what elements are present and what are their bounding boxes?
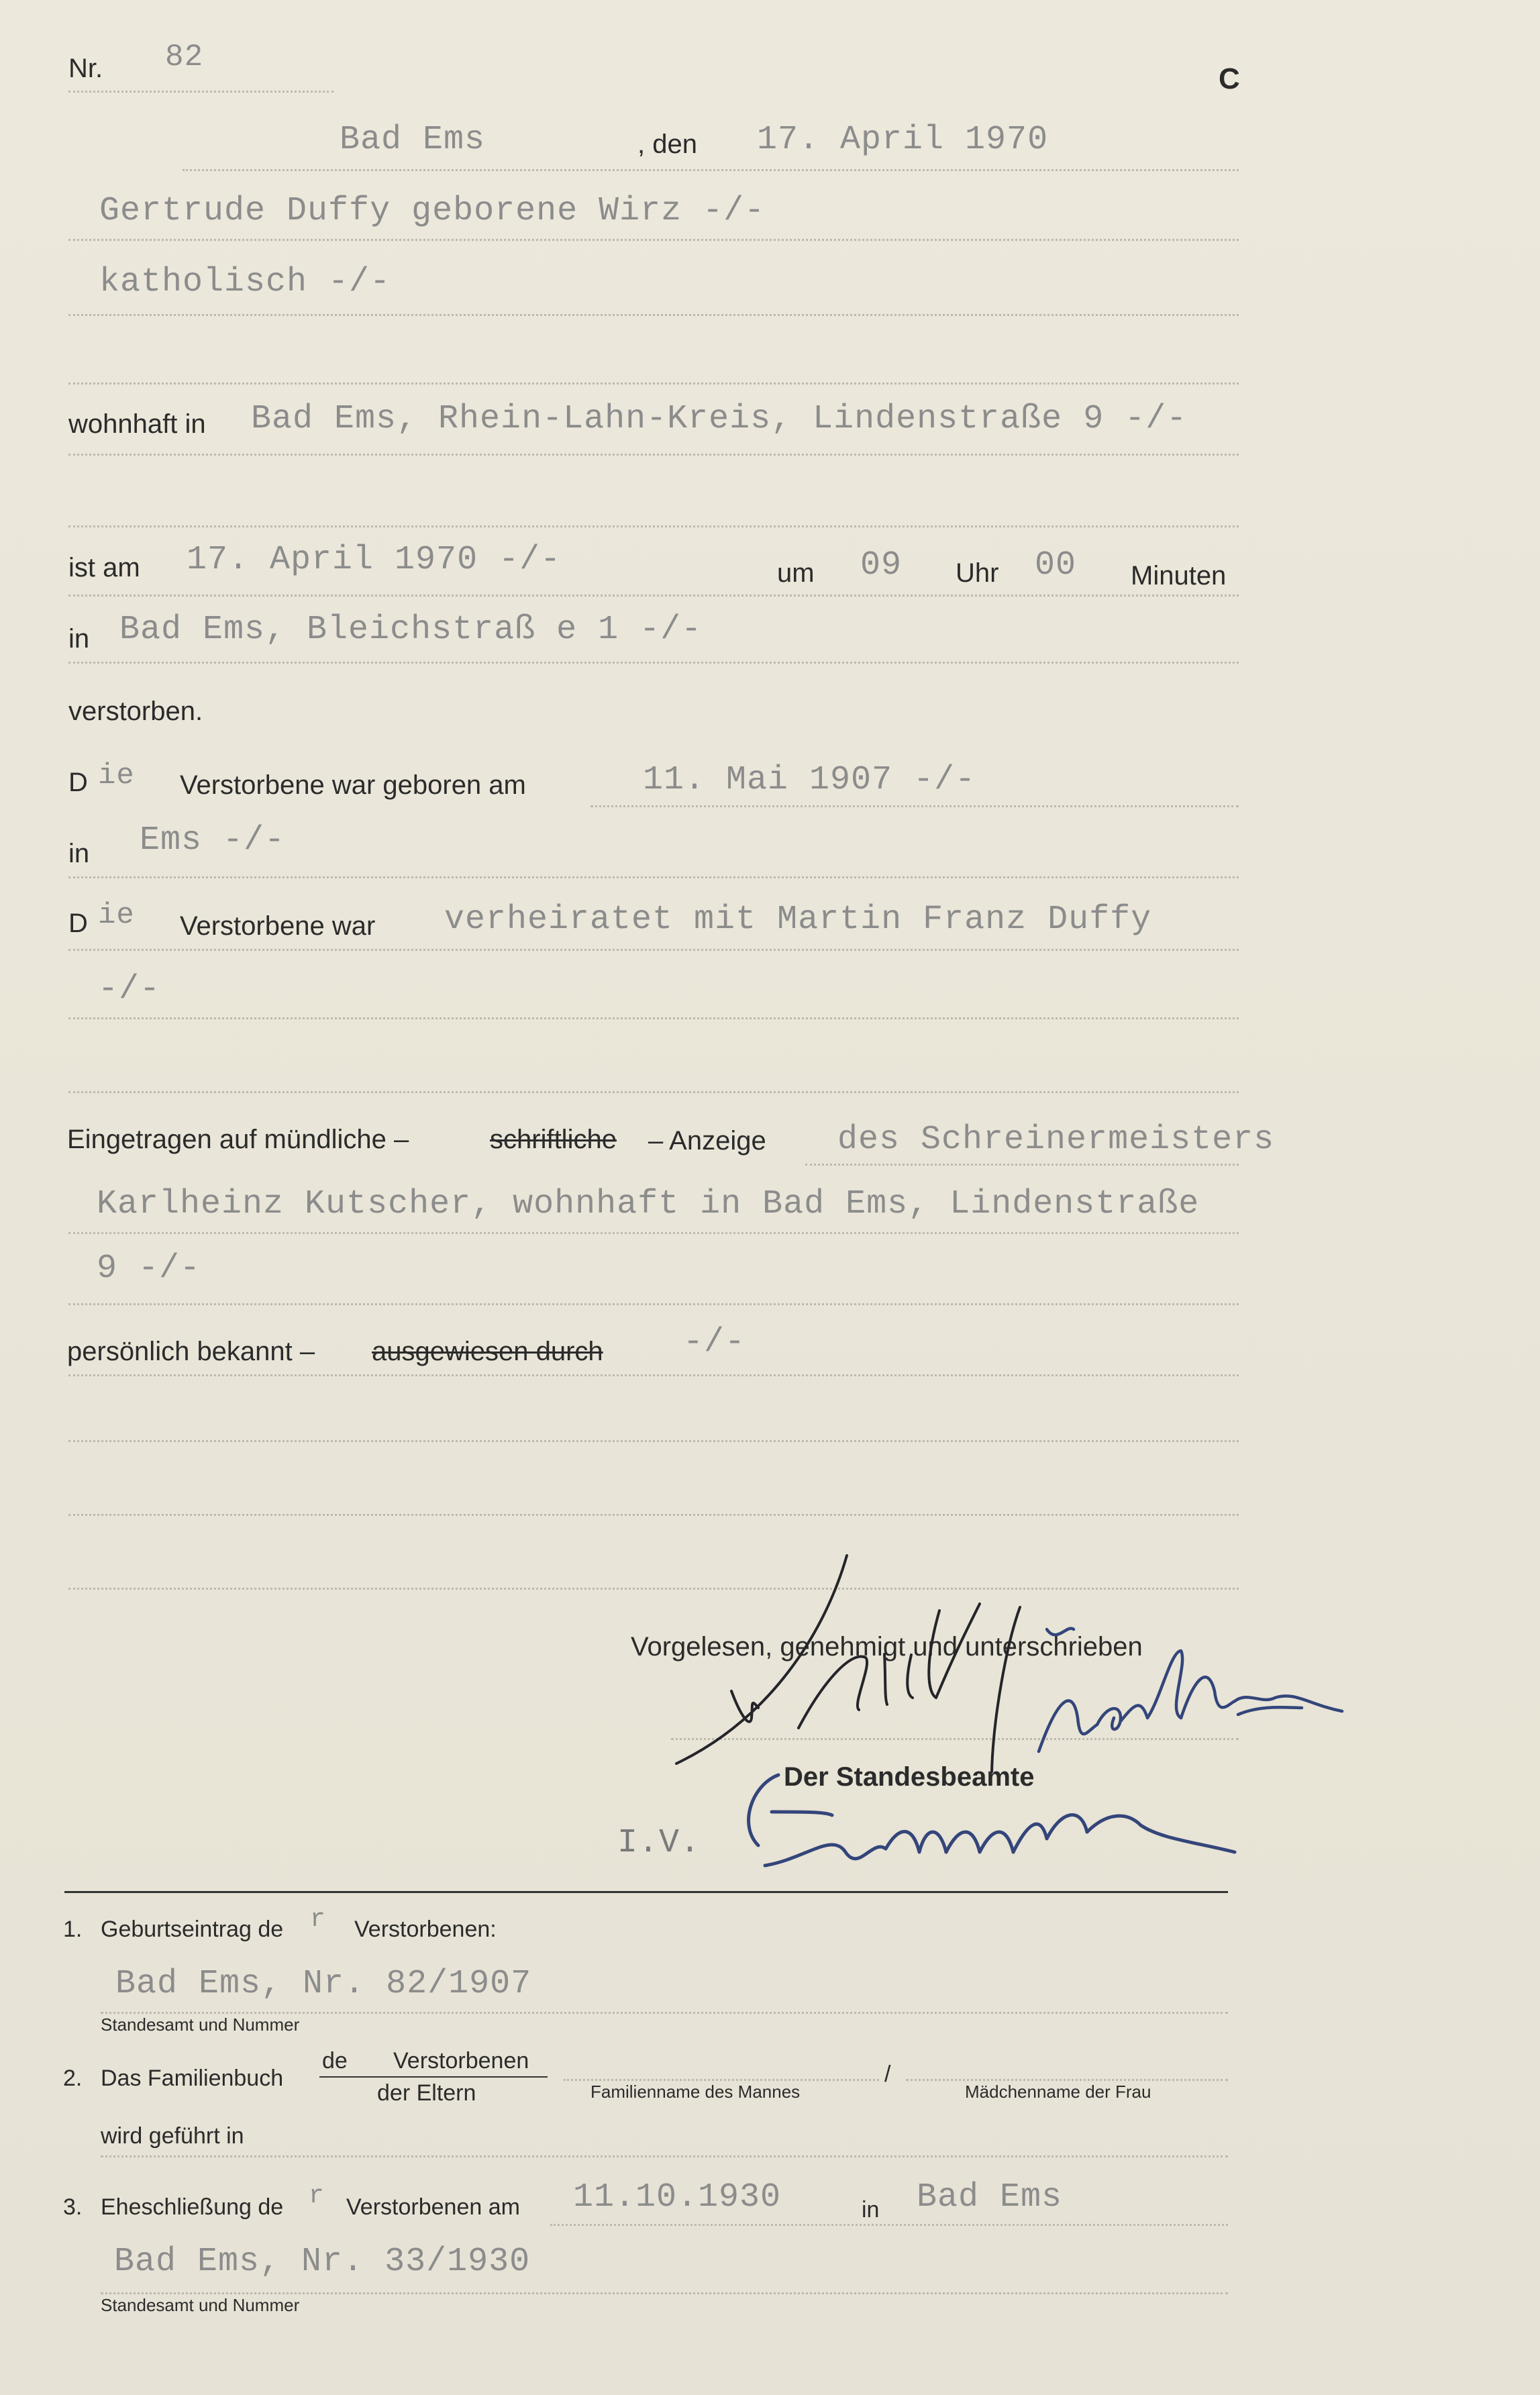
fn2-fraction-line (319, 2076, 548, 2078)
fn1-fill: r (310, 1905, 326, 1934)
fn3-in-label: in (862, 2197, 880, 2223)
fn2-frau-caption: Mädchenname der Frau (965, 2082, 1151, 2102)
report-label-a: Eingetragen auf mündliche – (67, 1125, 409, 1154)
signature-informant (676, 1556, 1020, 1772)
standesbeamte-label: Der Standesbeamte (784, 1762, 1035, 1792)
iv-label: I.V. (617, 1824, 701, 1862)
entry-number: 82 (165, 40, 204, 74)
nr-label: Nr. (68, 54, 103, 83)
fn3-date-rule (550, 2224, 1228, 2226)
fn3-rule (101, 2292, 1228, 2294)
identity-strike: ausgewiesen durch (372, 1337, 603, 1366)
birth-place-value: Ems -/- (140, 821, 286, 860)
birth-text-label: Verstorbene war geboren am (180, 770, 526, 800)
corner-mark: C (1219, 62, 1240, 95)
birth-d-fill: ie (98, 759, 135, 793)
record-date: 17. April 1970 (757, 121, 1049, 159)
signature-kutscher (1039, 1629, 1342, 1751)
fn2-number: 2. (63, 2066, 83, 2091)
birth-place-label: in (68, 839, 90, 868)
vorgelesen-label: Vorgelesen, genehmigt und unterschrieben (631, 1632, 1143, 1662)
fn3-fill: r (309, 2182, 325, 2210)
identity-value: -/- (683, 1323, 746, 1362)
death-date-value: 17. April 1970 -/- (187, 541, 562, 579)
residence-label: wohnhaft in (68, 409, 206, 439)
marital-continuation: -/- (98, 970, 161, 1009)
fn3-number: 3. (63, 2194, 83, 2220)
report-value-2: Karlheinz Kutscher, wohnhaft in Bad Ems, Lindenstraße (97, 1185, 1200, 1223)
fn3-caption: Standesamt und Nummer (101, 2295, 300, 2315)
den-label: , den (637, 130, 697, 159)
residence-value: Bad Ems, Rhein-Lahn-Kreis, Lindenstraße 9 -/- (251, 400, 1188, 438)
fn2-top-option: Verstorbenen (393, 2048, 529, 2074)
death-place-value: Bad Ems, Bleichstraß e 1 -/- (119, 611, 703, 649)
fn1-caption: Standesamt und Nummer (101, 2015, 300, 2035)
fn1-number: 1. (63, 1917, 83, 1942)
section-divider (64, 1891, 1228, 1893)
marital-d-label: D (68, 909, 88, 938)
fn2-top-fill: de (322, 2048, 348, 2074)
fn3-label2: Verstorbenen am (346, 2194, 520, 2220)
fn2-label2: wird geführt in (101, 2123, 244, 2149)
fn2-frau-rule (906, 2079, 1228, 2081)
death-date-label: ist am (68, 553, 140, 582)
verstorben-label: verstorben. (68, 697, 203, 726)
religion-value: katholisch -/- (99, 263, 391, 301)
deceased-name: Gertrude Duffy geborene Wirz -/- (99, 192, 766, 230)
fn2-rule (101, 2155, 1228, 2157)
report-label-strike: schriftliche (490, 1125, 617, 1154)
minuten-label: Minuten (1131, 561, 1227, 591)
um-label: um (777, 558, 815, 588)
fn2-bottom-option: der Eltern (377, 2080, 476, 2106)
fn3-label: Eheschließung de (101, 2194, 284, 2220)
report-label-b: – Anzeige (648, 1126, 766, 1156)
birth-date-value: 11. Mai 1907 -/- (643, 761, 976, 799)
report-value-1: des Schreinermeisters (837, 1121, 1275, 1159)
fn1-value: Bad Ems, Nr. 82/1907 (115, 1965, 532, 2003)
identity-label: persönlich bekannt – (67, 1337, 315, 1366)
uhr-label: Uhr (956, 558, 999, 588)
signature-registrar (749, 1775, 1235, 1866)
fn3-place: Bad Ems (917, 2178, 1063, 2216)
fn3-date: 11.10.1930 (573, 2178, 782, 2216)
death-minute: 00 (1035, 546, 1077, 584)
fn1-label: Geburtseintrag de (101, 1917, 284, 1942)
death-hour: 09 (860, 546, 903, 584)
death-place-label: in (68, 624, 90, 654)
fn1-rule (101, 2012, 1228, 2014)
fn1-label2: Verstorbenen: (354, 1917, 497, 1942)
report-value-3: 9 -/- (97, 1250, 201, 1288)
marital-text-label: Verstorbene war (180, 911, 376, 941)
marital-value: verheiratet mit Martin Franz Duffy (444, 901, 1152, 939)
fn2-label: Das Familienbuch (101, 2066, 284, 2091)
marital-d-fill: ie (98, 899, 135, 932)
fn2-mannes-caption: Familienname des Mannes (591, 2082, 801, 2102)
place-value: Bad Ems (340, 121, 486, 159)
fn2-mannes-rule (564, 2079, 879, 2081)
birth-d-label: D (68, 768, 88, 797)
fn3-value: Bad Ems, Nr. 33/1930 (114, 2243, 531, 2281)
fn2-slash: / (884, 2061, 891, 2087)
